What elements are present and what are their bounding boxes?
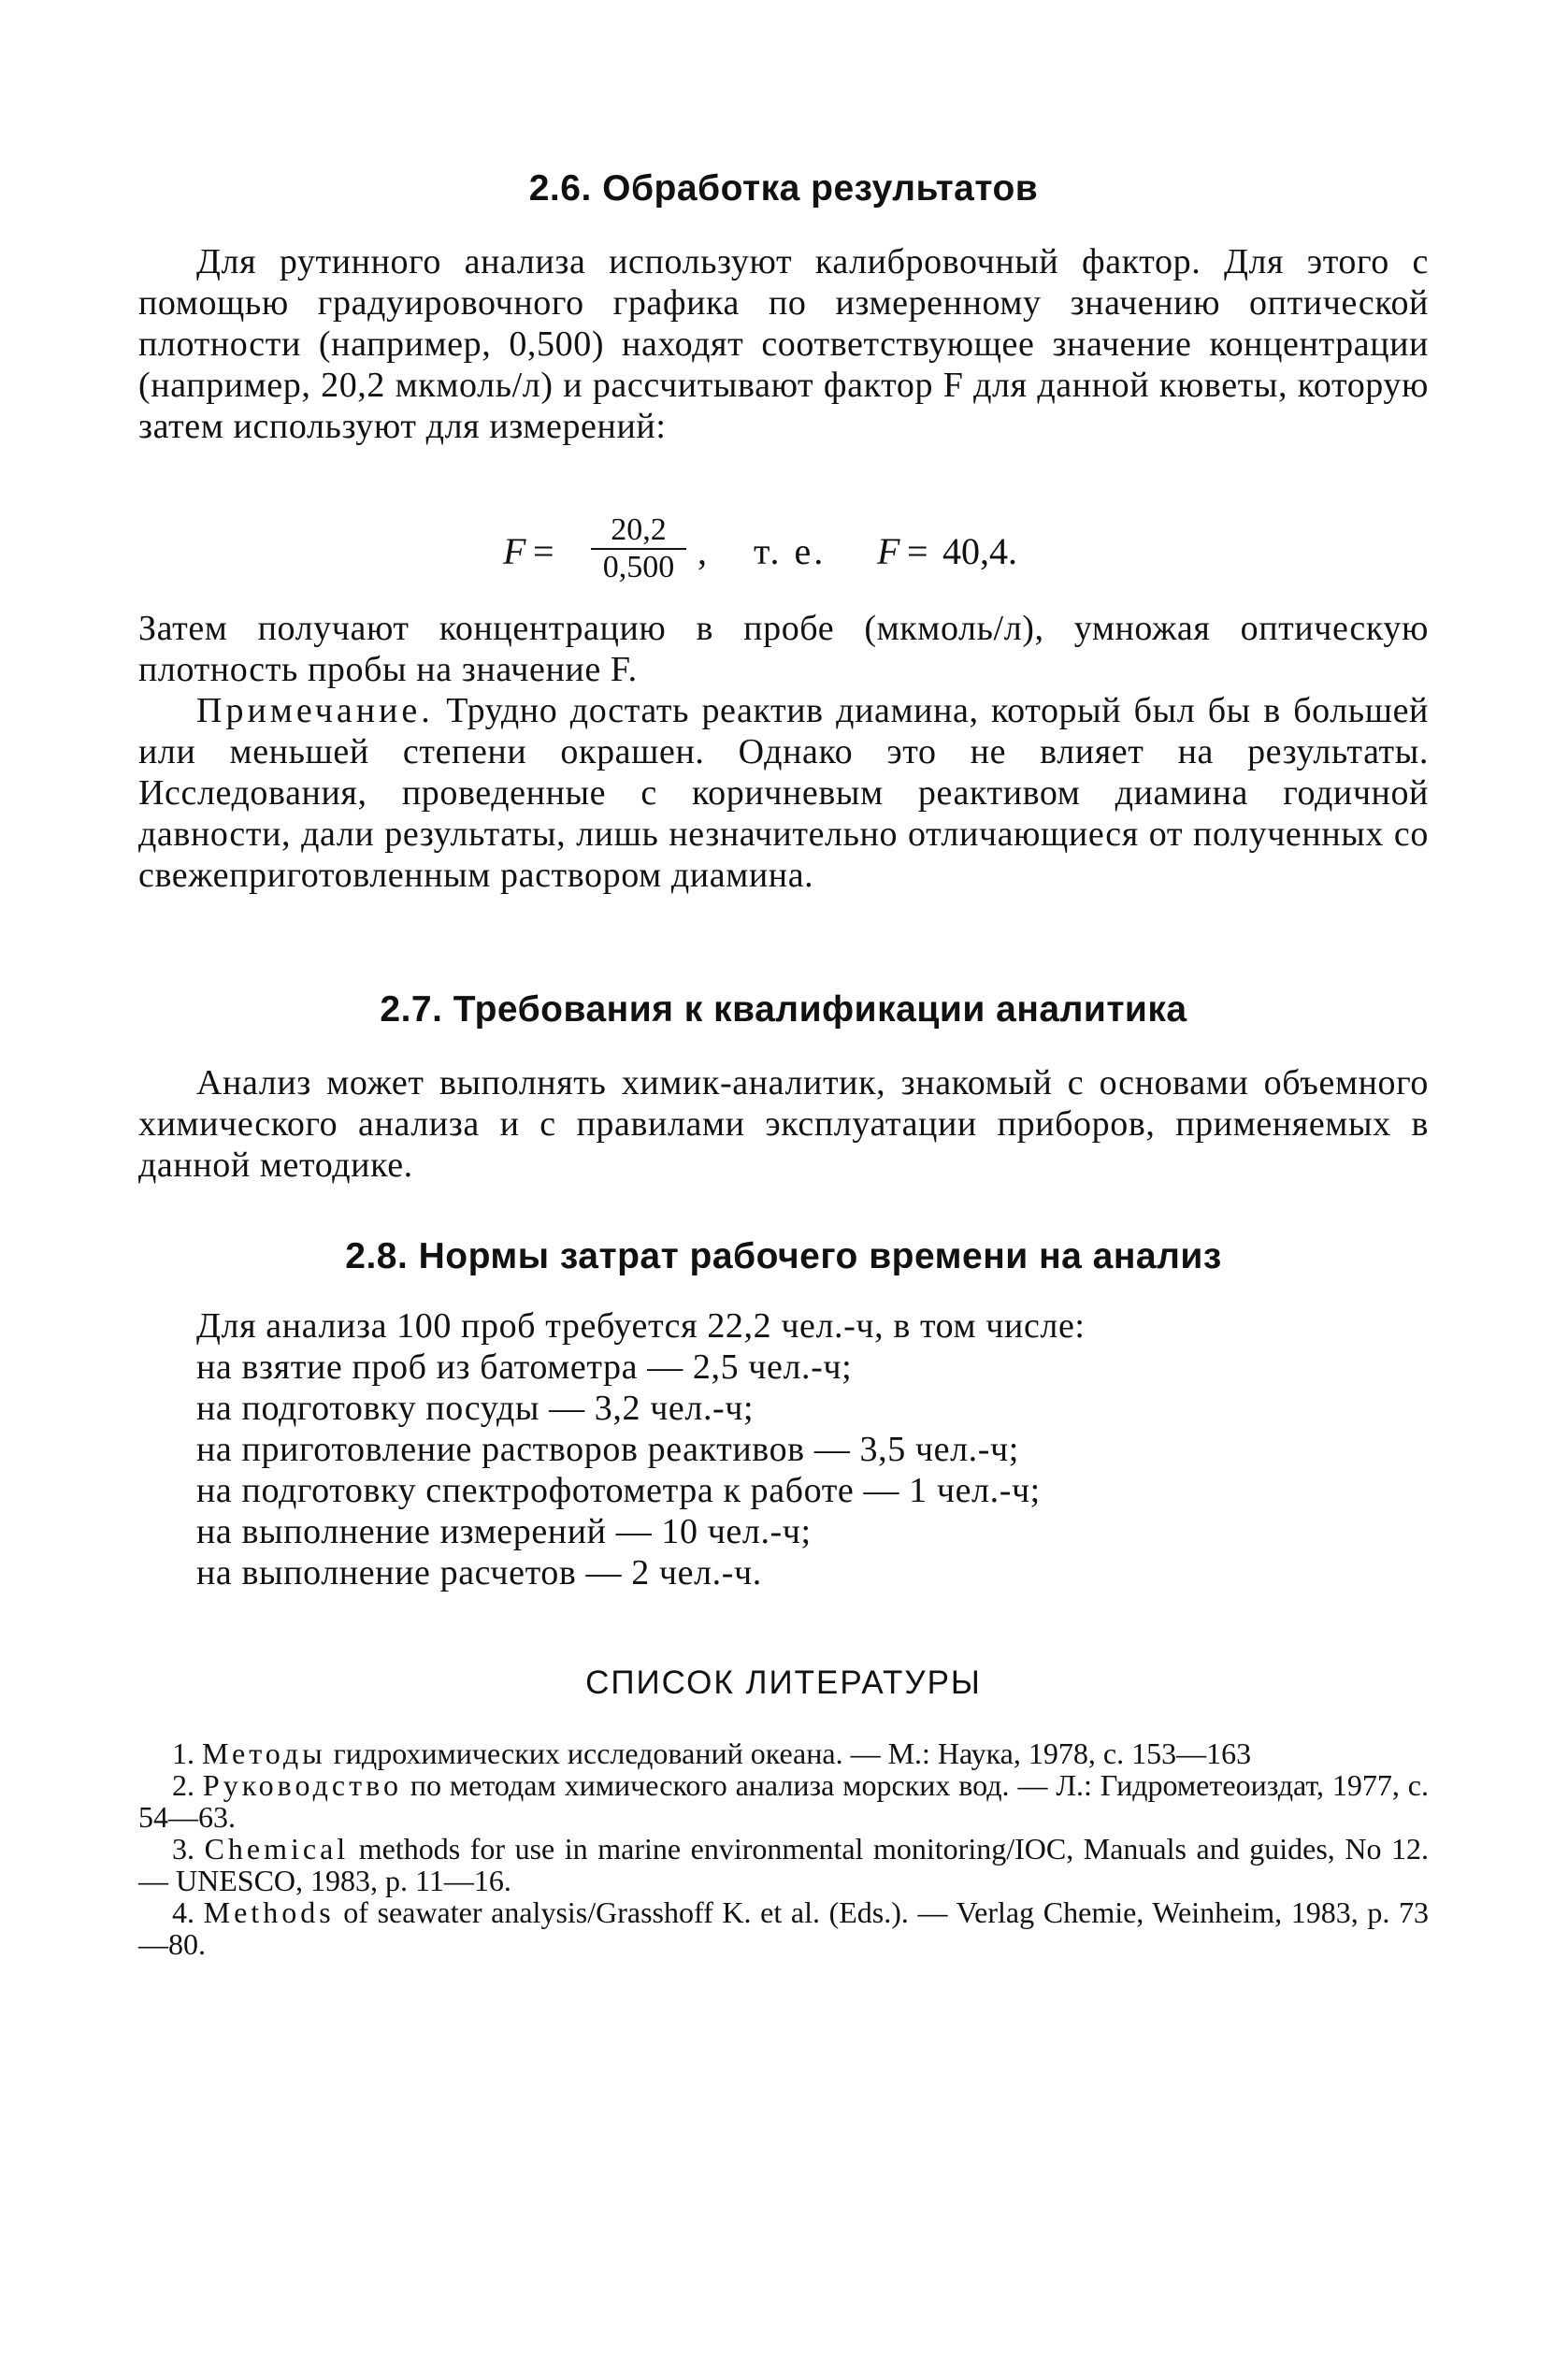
list-item: на выполнение измерений — 10 чел.-ч; — [196, 1512, 812, 1551]
formula-denominator: 0,500 — [602, 550, 675, 584]
list-item: на подготовку спектрофотометра к работе — 1 чел.-ч; — [196, 1471, 1041, 1510]
reference-item — [138, 1896, 1429, 1960]
reference-item — [138, 1769, 1429, 1833]
formula-lhs-2: F — [877, 530, 900, 572]
references-list — [138, 1737, 1429, 1960]
paragraph-qualification-text: Анализ может выполнять химик-аналитик, знакомый с основами объемного химического анализа и с правилами эксплуатации приборов, применяемых в данной методике. — [138, 1063, 1429, 1185]
formula-lhs: F — [503, 530, 526, 572]
section-heading-2-6: 2.6. Обработка результатов — [528, 168, 1039, 209]
formula-equals-2: = — [907, 530, 928, 572]
references-title: СПИСОК ЛИТЕРАТУРЫ — [585, 1664, 982, 1701]
formula-value: 40,4. — [942, 530, 1017, 572]
reference-text: гидрохимических исследований океана. — М.: Наука, 1978, с. 153—163 — [325, 1736, 1252, 1770]
reference-lead: Chemical — [204, 1832, 350, 1866]
reference-number: 2. — [172, 1768, 194, 1802]
paragraph-concentration — [138, 608, 1429, 690]
reference-lead: Руководство — [202, 1768, 402, 1802]
note-text: Трудно достать реактив диамина, который был бы в большей или меньшей степени окрашен. Однако это не влияет на результаты. Исследования, проведенные с коричневым реактивом диамина годичной давности, дали результаты, лишь незначительно отличающиеся от полученных со свежеприготовленным раствором диамина. — [138, 691, 1429, 895]
formula-numerator: 20,2 — [611, 512, 667, 547]
formula-fraction — [587, 512, 690, 585]
list-item: Для анализа 100 проб требуется 22,2 чел.-ч, в том числе: — [196, 1306, 1086, 1346]
list-item: на взятие проб из батометра — 2,5 чел.-ч; — [196, 1347, 853, 1387]
paragraph-note — [138, 690, 1429, 896]
paragraph-concentration-text: Затем получают концентрацию в пробе (мкмоль/л), умножая оптическую плотность пробы на значение F. — [138, 609, 1429, 689]
list-item: на подготовку посуды — 3,2 чел.-ч; — [196, 1389, 755, 1428]
reference-item — [138, 1737, 1429, 1769]
section-heading-2-8: 2.8. Нормы затрат рабочего времени на анализ — [345, 1236, 1222, 1276]
reference-text: methods for use in marine environmental monitoring/IOC, Manuals and guides, No 12. — UNESCO, 1983, p. 11—16. — [138, 1832, 1430, 1897]
formula-te: т. е. — [754, 530, 827, 572]
reference-lead: Methods — [203, 1895, 335, 1929]
reference-number: 4. — [172, 1895, 194, 1929]
time-norms-list — [196, 1305, 1412, 1593]
section-heading-2-7: 2.7. Требования к квалификации аналитика — [380, 989, 1187, 1030]
list-item: на выполнение расчетов — 2 чел.-ч. — [196, 1553, 762, 1592]
formula-comma: , — [698, 530, 707, 572]
list-item: на приготовление растворов реактивов — 3,5 чел.-ч; — [196, 1430, 1019, 1469]
paragraph-calibration-factor — [138, 241, 1429, 447]
reference-item — [138, 1833, 1429, 1896]
note-label: Примечание. — [196, 691, 434, 730]
paragraph-qualification — [138, 1062, 1429, 1186]
reference-number: 3. — [172, 1832, 194, 1866]
document-page — [138, 0, 1429, 2363]
formula-equals: = — [533, 530, 554, 572]
reference-lead: Методы — [202, 1736, 326, 1770]
reference-number: 1. — [172, 1736, 194, 1770]
formula-factor — [503, 512, 1251, 587]
reference-text: of seawater analysis/Grasshoff K. et al. (Eds.). — Verlag Chemie, Weinheim, 1983, p. 73—80. — [138, 1895, 1429, 1961]
reference-text: по методам химического анализа морских вод. — Л.: Гидрометеоиздат, 1977, с. 54—63. — [138, 1768, 1430, 1834]
paragraph-calibration-text: Для рутинного анализа используют калибровочный фактор. Для этого с помощью градуировочного графика по измеренному значению оптической плотности (например, 0,500) находят соответствующее значение концентрации (например, 20,2 мкмоль/л) и рассчитывают фактор F для данной кюветы, которую затем используют для измерений: — [138, 242, 1429, 446]
